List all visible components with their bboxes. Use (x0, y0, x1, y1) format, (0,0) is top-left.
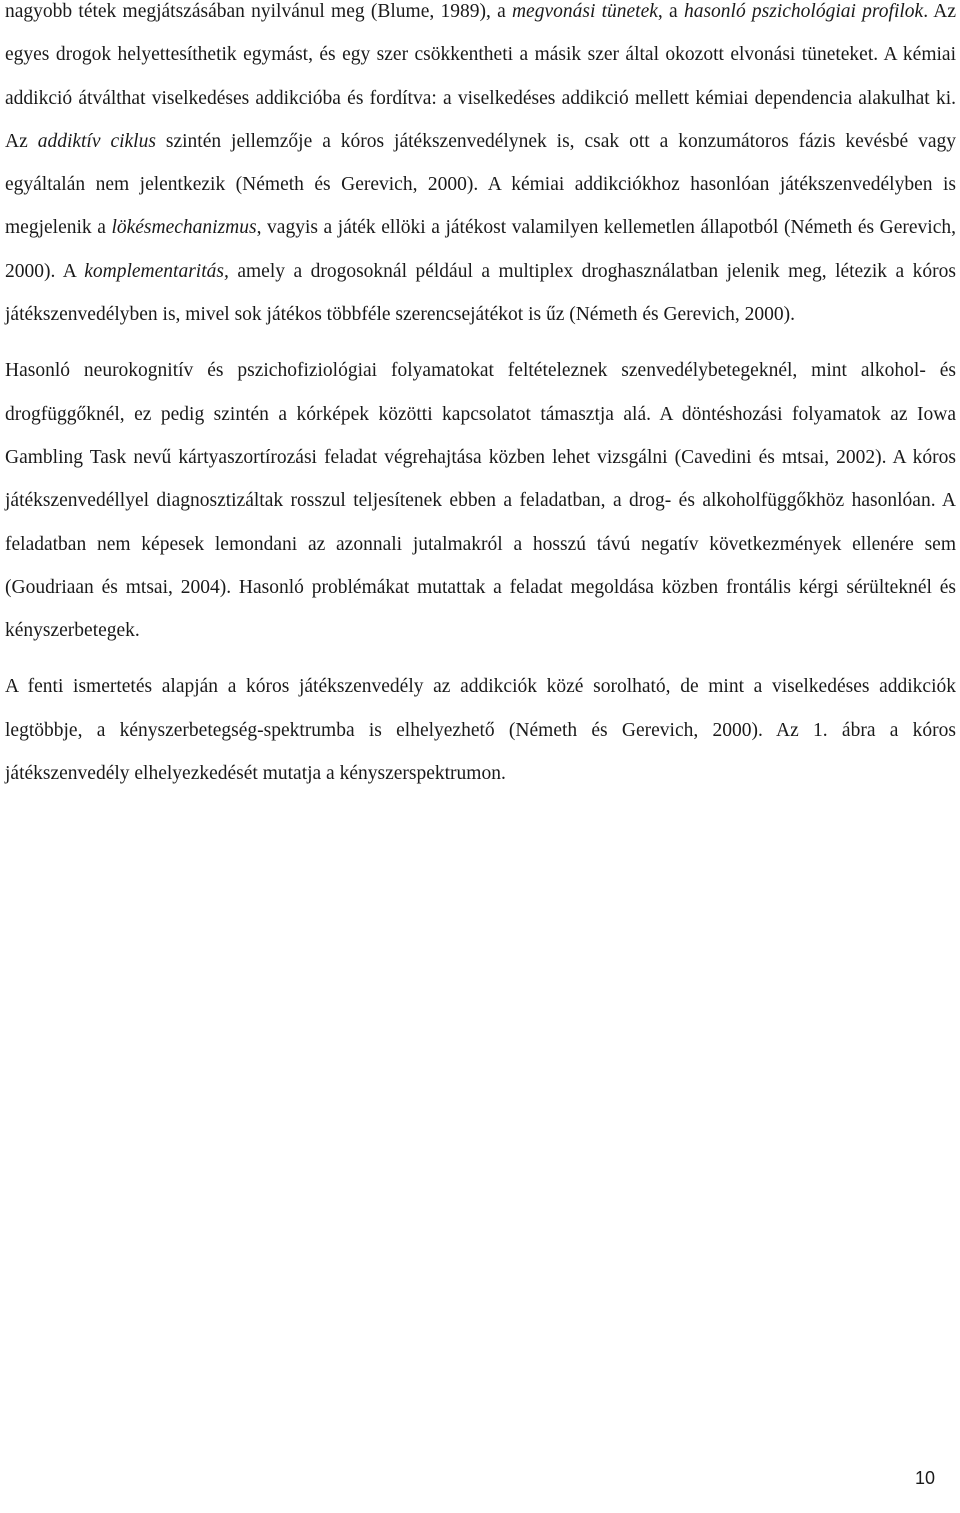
paragraph-3 (5, 665, 956, 795)
page-number: 10 (914, 1468, 935, 1488)
text-run: A fenti ismertetés alapján a kóros játékszenvedély az addikciók közé sorolható, de mint a viselkedéses addikciók legtöbbje, a kényszerbetegség-spektrumba is elhelyezhető (Németh és Gerevich, 2000). Az 1. ábra a kóros játékszenvedély elhelyezkedését mutatja a kényszerspektrumon. (5, 676, 956, 785)
paragraph-2 (5, 349, 956, 652)
document-page (5, 0, 956, 795)
paragraph-1 (5, 0, 956, 336)
text-run: szintén jellemzője a kóros játékszenvedélynek is, csak ott a konzumátoros fázis kevésbé vagy egyáltalán nem jelentkezik (Németh és Gerevich, 2000). A kémiai addikciókhoz hasonlóan játékszenvedélyben is megjelenik a (5, 130, 956, 239)
text-run: . Az egyes drogok helyettesíthetik egymást, és egy szer csökkentheti a másik szer által okozott elvonási tüneteket. A kémiai addikció átválthat viselkedéses addikcióba és fordítva: a viselkedéses addikció mellett kémiai dependencia alakulhat ki. Az (5, 1, 956, 152)
text-run: Hasonló neurokognitív és pszichofiziológiai folyamatokat feltételeznek szenvedélybetegeknél, mint alkohol- és drogfüggőknél, ez pedig szintén a kórképek közötti kapcsolatot támasztja alá. A döntéshozási folyamatok az Iowa Gambling Task nevű kártyaszortírozási feladat végrehajtása közben lehet vizsgálni (Cavedini és mtsai, 2002). A kóros játékszenvedéllyel diagnosztizáltak rosszul teljesítenek ebben a feladatban, a drog- és alkoholfüggőkhöz hasonlóan. A feladatban nem képesek lemondani az azonnali jutalmakról a hosszú távú negatív következmények ellenére sem (Goudriaan és mtsai, 2004). Hasonló problémákat mutattak a feladat megoldása közben frontális kérgi sérülteknél és kényszerbetegek. (5, 360, 956, 642)
text-run: nagyobb tétek megjátszásában nyilvánul meg (Blume, 1989), a (5, 1, 512, 22)
italic-term: addiktív ciklus (37, 130, 156, 152)
italic-term: komplementaritás, (84, 260, 229, 282)
text-run: , vagyis a játék ellöki a játékost valamilyen kellemetlen állapotból (Németh és Gerevich, 2000). A (5, 217, 956, 282)
text-run: , a (657, 1, 684, 22)
italic-term: hasonló pszichológiai profilok (683, 1, 924, 22)
italic-term: megvonási tünetek (511, 1, 658, 22)
text-run: amely a drogosoknál például a multiplex droghasználatban jelenik meg, létezik a kóros játékszenvedélyben is, mivel sok játékos többféle szerencsejátékot is űz (Németh és Gerevich, 2000). (5, 260, 956, 326)
italic-term: lökésmechanizmus (111, 217, 257, 239)
